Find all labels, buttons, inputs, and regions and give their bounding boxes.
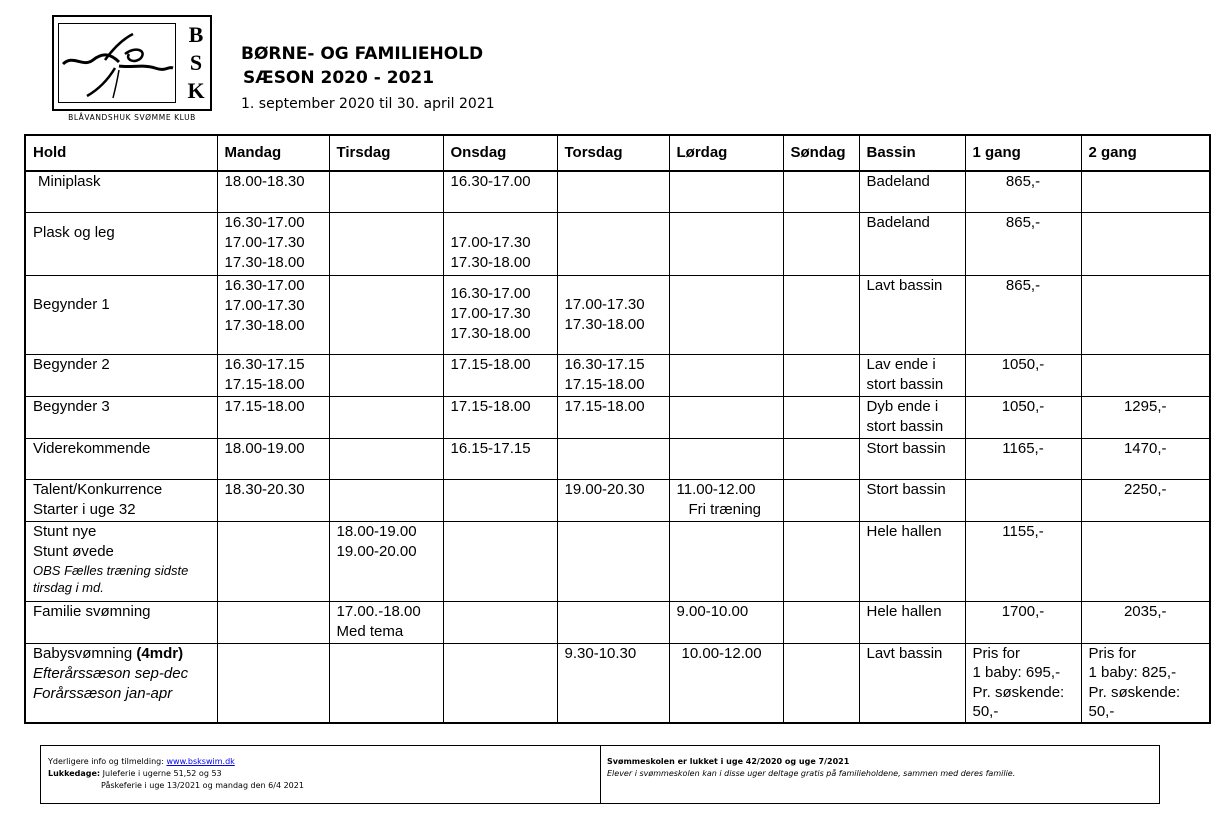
onsdag-cell — [443, 354, 557, 396]
torsdag-cell — [557, 354, 669, 396]
time-slot: 18.00-19.00 — [336, 522, 417, 540]
hold-name: Familie svømning — [33, 602, 151, 620]
time-slot: 18.00-18.30 — [224, 173, 305, 190]
swimmer-drawing — [58, 23, 176, 103]
price-2-cell — [1081, 354, 1210, 396]
sondag-cell — [783, 275, 859, 354]
sondag-cell — [783, 171, 859, 212]
closed-days-line — [48, 768, 600, 780]
column-header: Hold — [25, 135, 217, 171]
time-slot: 10.00-12.00 — [681, 644, 762, 662]
bassin-cell: Hele hallen — [859, 601, 965, 643]
tirsdag-cell — [329, 212, 443, 275]
torsdag-cell — [557, 479, 669, 521]
column-header: Bassin — [859, 135, 965, 171]
hold-age: (4mdr) — [136, 644, 184, 662]
price-line: 50,- — [1088, 703, 1115, 720]
price-1-cell: 1155,- — [965, 521, 1081, 601]
hold-subline: Starter i uge 32 — [33, 500, 136, 518]
onsdag-cell — [443, 521, 557, 601]
logo-letter: S — [189, 50, 203, 75]
onsdag-cell — [443, 396, 557, 438]
torsdag-cell — [557, 275, 669, 354]
info-label: Yderligere info og tilmelding: — [48, 757, 164, 766]
hold-cell — [25, 601, 217, 643]
mandag-cell — [217, 521, 329, 601]
tirsdag-cell — [329, 171, 443, 212]
time-slot: 17.30-18.00 — [224, 316, 305, 334]
mandag-cell — [217, 438, 329, 479]
hold-name: Babysvømning — [33, 644, 133, 662]
time-slot: 17.30-18.00 — [564, 315, 645, 333]
lordag-cell — [669, 396, 783, 438]
mandag-cell — [217, 479, 329, 521]
sondag-cell — [783, 396, 859, 438]
time-slot: 17.15-18.00 — [450, 355, 531, 373]
onsdag-cell — [443, 643, 557, 723]
time-slot: 16.15-17.15 — [450, 439, 531, 457]
hold-cell — [25, 275, 217, 354]
footer-info — [41, 746, 601, 803]
lordag-cell — [669, 171, 783, 212]
time-slot: 9.30-10.30 — [564, 644, 637, 662]
lordag-cell — [669, 275, 783, 354]
table-row — [25, 521, 1210, 601]
onsdag-cell — [443, 479, 557, 521]
hold-cell — [25, 438, 217, 479]
closed-text-easter: Påskeferie i uge 13/2021 og mandag den 6/4 2021 — [101, 781, 304, 790]
price-line: 50,- — [972, 703, 999, 720]
sondag-cell — [783, 521, 859, 601]
sondag-cell — [783, 601, 859, 643]
price-2-cell — [1081, 521, 1210, 601]
hold-cell — [25, 171, 217, 212]
tirsdag-cell — [329, 396, 443, 438]
time-slot: 17.30-18.00 — [450, 253, 531, 271]
lordag-cell — [669, 643, 783, 723]
bassin-cell: Lav ende i stort bassin — [859, 354, 965, 396]
time-slot-note: Fri træning — [688, 500, 762, 518]
tirsdag-cell — [329, 521, 443, 601]
hold-season: Efterårssæson sep-dec — [33, 664, 189, 682]
time-slot: 19.00-20.30 — [564, 480, 645, 498]
column-header: Torsdag — [557, 135, 669, 171]
time-slot: 17.15-18.00 — [224, 375, 305, 393]
hold-cell — [25, 643, 217, 723]
onsdag-cell — [443, 275, 557, 354]
price-2-cell — [1081, 275, 1210, 354]
season-title: SÆSON 2020 - 2021 — [243, 68, 435, 88]
logo-letters — [182, 21, 210, 105]
hold-name: Plask og leg — [33, 223, 115, 241]
time-slot: 16.30-17.15 — [224, 355, 305, 373]
price-1-cell — [965, 479, 1081, 521]
price-1-cell: 1165,- — [965, 438, 1081, 479]
mandag-cell — [217, 643, 329, 723]
time-slot: 17.00-17.30 — [450, 233, 531, 251]
price-1-cell — [965, 643, 1081, 723]
table-row — [25, 438, 1210, 479]
price-2-cell: 2250,- — [1081, 479, 1210, 521]
price-line: Pris for — [1088, 644, 1137, 662]
table-row — [25, 601, 1210, 643]
column-header: Onsdag — [443, 135, 557, 171]
bassin-cell: Stort bassin — [859, 438, 965, 479]
tirsdag-cell — [329, 275, 443, 354]
price-2-cell — [1081, 643, 1210, 723]
time-slot: 16.30-17.00 — [450, 284, 531, 302]
tirsdag-cell — [329, 438, 443, 479]
hold-name: Stunt nye — [33, 522, 97, 540]
logo-letter: B — [188, 22, 204, 47]
column-header: Lørdag — [669, 135, 783, 171]
price-2-cell: 1470,- — [1081, 438, 1210, 479]
time-slot: 17.30-18.00 — [224, 253, 305, 271]
lordag-cell — [669, 601, 783, 643]
time-slot-note: Med tema — [336, 622, 404, 640]
tirsdag-cell — [329, 643, 443, 723]
hold-note: OBS Fælles træning sidste tirsdag i md. — [33, 562, 189, 595]
sondag-cell — [783, 479, 859, 521]
hold-cell — [25, 479, 217, 521]
bassin-cell: Lavt bassin — [859, 275, 965, 354]
table-row — [25, 171, 1210, 212]
lordag-cell — [669, 438, 783, 479]
hold-name: Begynder 1 — [33, 295, 110, 313]
season-dates: 1. september 2020 til 30. april 2021 — [241, 96, 495, 112]
time-slot: 16.30-17.15 — [564, 355, 645, 373]
onsdag-cell — [443, 438, 557, 479]
table-header-row — [25, 135, 1210, 171]
price-1-cell: 1050,- — [965, 396, 1081, 438]
table-row — [25, 354, 1210, 396]
sondag-cell — [783, 354, 859, 396]
time-slot: 17.15-18.00 — [564, 375, 645, 393]
torsdag-cell — [557, 396, 669, 438]
table-row — [25, 643, 1210, 723]
hold-name-line — [33, 644, 210, 664]
torsdag-cell — [557, 438, 669, 479]
torsdag-cell — [557, 171, 669, 212]
price-2-cell — [1081, 171, 1210, 212]
hold-cell — [25, 354, 217, 396]
mandag-cell — [217, 171, 329, 212]
bassin-cell: Stort bassin — [859, 479, 965, 521]
bassin-cell: Hele hallen — [859, 521, 965, 601]
column-header: Tirsdag — [329, 135, 443, 171]
time-slot: 17.15-18.00 — [450, 397, 531, 415]
logo-letter: K — [187, 78, 205, 103]
price-line: Pris for — [972, 644, 1021, 662]
torsdag-cell — [557, 212, 669, 275]
onsdag-cell — [443, 601, 557, 643]
time-slot: 18.00-19.00 — [224, 439, 305, 457]
hold-cell — [25, 212, 217, 275]
price-line: 1 baby: 825,- — [1088, 664, 1177, 681]
hold-cell — [25, 396, 217, 438]
school-closed-text: Svømmeskolen er lukket i uge 42/2020 og uge 7/2021 — [607, 757, 850, 766]
closed-label: Lukkedage: — [48, 769, 101, 778]
footer-box — [40, 745, 1160, 804]
price-line: Pr. søskende: — [972, 683, 1065, 701]
time-slot: 16.30-17.00 — [450, 173, 531, 190]
tirsdag-cell — [329, 601, 443, 643]
time-slot: 17.00-17.30 — [224, 233, 305, 251]
onsdag-cell — [443, 171, 557, 212]
bassin-cell: Badeland — [859, 171, 965, 212]
column-header: 1 gang — [965, 135, 1081, 171]
hold-name: Miniplask — [38, 173, 101, 190]
price-2-cell — [1081, 212, 1210, 275]
time-slot: 11.00-12.00 — [676, 480, 756, 498]
hold-subline: Stunt øvede — [33, 542, 114, 560]
mandag-cell — [217, 275, 329, 354]
time-slot: 16.30-17.00 — [224, 213, 305, 231]
page-heading — [241, 42, 495, 115]
column-header: 2 gang — [1081, 135, 1210, 171]
price-1-cell: 1700,- — [965, 601, 1081, 643]
price-2-cell: 2035,- — [1081, 601, 1210, 643]
page-title: BØRNE- OG FAMILIEHOLD — [241, 44, 484, 64]
bassin-cell: Dyb ende i stort bassin — [859, 396, 965, 438]
swimmer-icon — [59, 24, 175, 102]
tirsdag-cell — [329, 479, 443, 521]
time-slot: 17.00-17.30 — [564, 295, 645, 313]
time-slot: 17.15-18.00 — [564, 397, 645, 415]
footer-school — [601, 746, 1159, 803]
tirsdag-cell — [329, 354, 443, 396]
time-slot: 17.00-17.30 — [450, 304, 531, 322]
column-header: Mandag — [217, 135, 329, 171]
time-slot: 9.00-10.00 — [676, 602, 749, 620]
closed-text: Juleferie i ugerne 51,52 og 53 — [102, 769, 222, 778]
torsdag-cell — [557, 643, 669, 723]
price-1-cell: 865,- — [965, 275, 1081, 354]
table-row — [25, 396, 1210, 438]
lordag-cell — [669, 212, 783, 275]
lordag-cell — [669, 479, 783, 521]
column-header: Søndag — [783, 135, 859, 171]
lordag-cell — [669, 521, 783, 601]
hold-name: Viderekommende — [33, 439, 151, 457]
mandag-cell — [217, 354, 329, 396]
price-1-cell: 865,- — [965, 171, 1081, 212]
table-row — [25, 275, 1210, 354]
club-name: BLÅVANDSHUK SVØMME KLUB — [68, 113, 196, 122]
onsdag-cell — [443, 212, 557, 275]
time-slot: 19.00-20.00 — [336, 542, 417, 560]
school-note: Elever i svømmeskolen kan i disse uger deltage gratis på familieholdene, sammen med deres familie. — [607, 769, 1016, 778]
time-slot: 17.15-18.00 — [224, 397, 305, 415]
schedule-table — [24, 134, 1211, 724]
time-slot: 17.00.-18.00 — [336, 602, 421, 620]
sondag-cell — [783, 212, 859, 275]
club-logo — [52, 15, 212, 111]
hold-name: Begynder 2 — [33, 355, 110, 373]
time-slot: 16.30-17.00 — [224, 276, 305, 294]
price-line: 1 baby: 695,- — [972, 664, 1061, 681]
table-row — [25, 212, 1210, 275]
bassin-cell: Lavt bassin — [859, 643, 965, 723]
torsdag-cell — [557, 521, 669, 601]
hold-cell — [25, 521, 217, 601]
mandag-cell — [217, 601, 329, 643]
lordag-cell — [669, 354, 783, 396]
mandag-cell — [217, 396, 329, 438]
sondag-cell — [783, 438, 859, 479]
hold-season: Forårssæson jan-apr — [33, 684, 173, 702]
time-slot: 17.00-17.30 — [224, 296, 305, 314]
price-line: Pr. søskende: — [1088, 683, 1181, 701]
torsdag-cell — [557, 601, 669, 643]
info-line — [48, 756, 600, 768]
hold-name: Begynder 3 — [33, 397, 110, 415]
price-1-cell: 1050,- — [965, 354, 1081, 396]
price-2-cell: 1295,- — [1081, 396, 1210, 438]
table-row — [25, 479, 1210, 521]
price-1-cell: 865,- — [965, 212, 1081, 275]
time-slot: 17.30-18.00 — [450, 324, 531, 342]
sondag-cell — [783, 643, 859, 723]
website-link[interactable]: www.bskswim.dk — [166, 757, 235, 766]
hold-name: Talent/Konkurrence — [33, 480, 163, 498]
bassin-cell: Badeland — [859, 212, 965, 275]
time-slot: 18.30-20.30 — [224, 480, 305, 498]
mandag-cell — [217, 212, 329, 275]
